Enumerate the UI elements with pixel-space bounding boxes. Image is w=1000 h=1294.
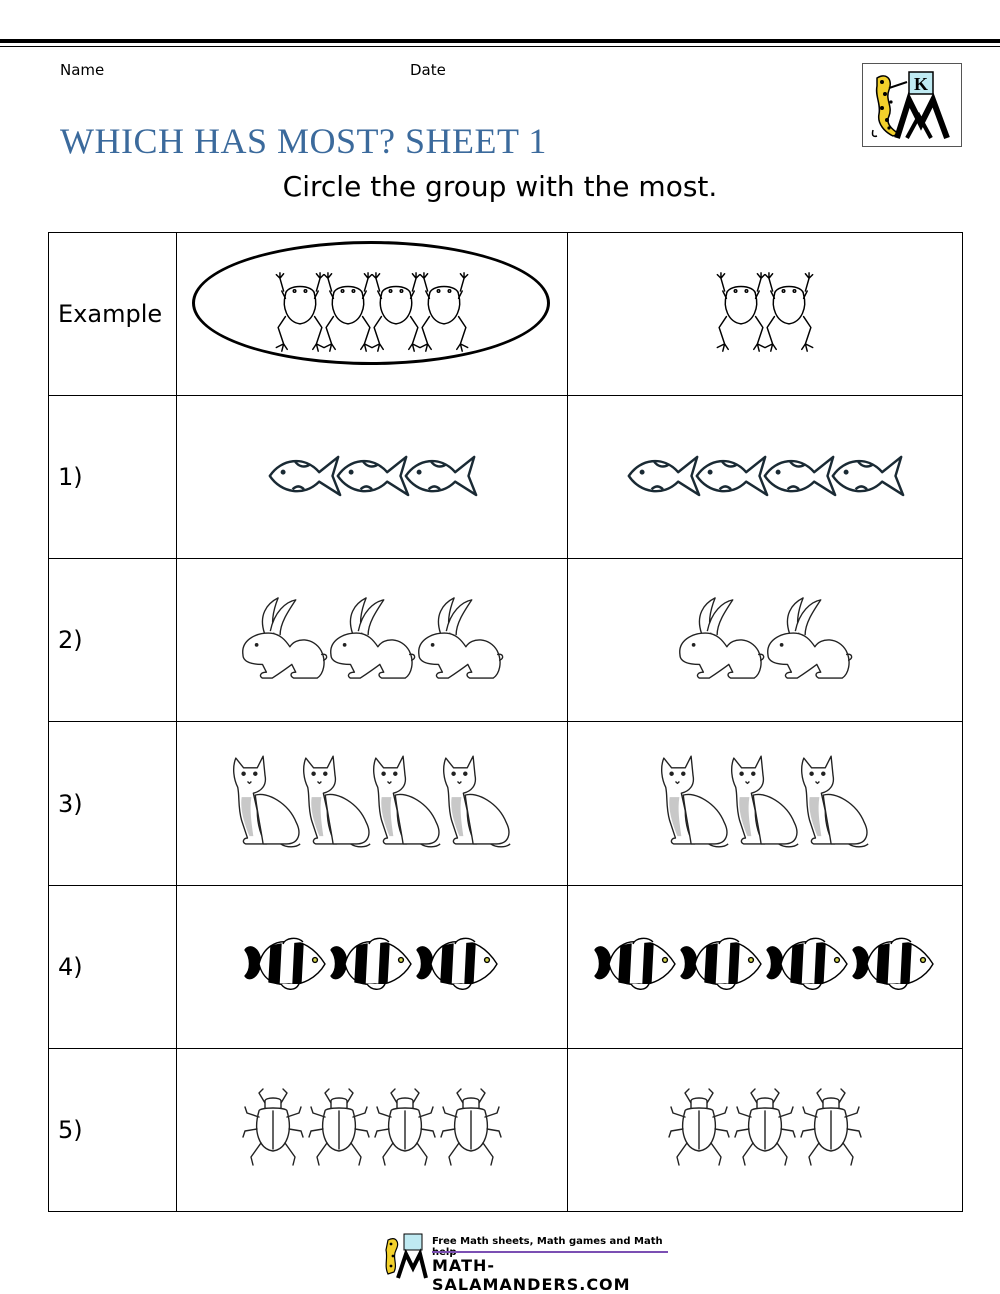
left-group-cell[interactable] [177, 1048, 568, 1211]
footer-site-link[interactable]: MATH-SALAMANDERS.COM [432, 1256, 631, 1294]
instruction-text: Circle the group with the most. [282, 170, 718, 203]
svg-text:K: K [913, 74, 929, 94]
clownfish-icon [326, 936, 418, 992]
beetle-icon [800, 1087, 862, 1167]
cat-icon [438, 752, 516, 850]
left-group-cell[interactable] [177, 396, 568, 559]
answer-circle [192, 241, 550, 365]
clownfish-icon [590, 936, 682, 992]
right-animal-group[interactable] [713, 271, 817, 353]
right-group-cell[interactable] [568, 396, 963, 559]
fish-icon [693, 451, 769, 499]
comparison-table [48, 232, 963, 1212]
footer-divider [432, 1251, 668, 1253]
cat-icon [726, 752, 804, 850]
table-row [49, 722, 963, 885]
footer-tagline: Free Math sheets, Math games and Math [432, 1236, 663, 1247]
rabbit-icon [323, 594, 421, 682]
cat-icon [656, 752, 734, 850]
left-group-cell[interactable] [177, 233, 568, 396]
right-group-cell[interactable] [568, 1048, 963, 1211]
table-row [49, 233, 963, 396]
beetle-icon [242, 1087, 304, 1167]
right-group-cell[interactable] [568, 559, 963, 722]
row-label: Example [49, 233, 177, 396]
frog-icon [761, 271, 817, 353]
table-row [49, 1048, 963, 1211]
fish-icon [334, 451, 410, 499]
left-animal-group[interactable] [235, 594, 509, 682]
fish-icon [761, 451, 837, 499]
right-animal-group[interactable] [672, 594, 858, 682]
name-label: Name [60, 61, 105, 79]
right-animal-group[interactable] [656, 752, 874, 850]
left-animal-group[interactable] [266, 451, 478, 499]
rabbit-icon [411, 594, 509, 682]
beetle-icon [308, 1087, 370, 1167]
beetle-icon [440, 1087, 502, 1167]
footer-brand [380, 1232, 680, 1294]
cat-icon [796, 752, 874, 850]
right-group-cell[interactable] [568, 233, 963, 396]
clownfish-icon [676, 936, 768, 992]
right-animal-group[interactable] [625, 451, 905, 499]
cat-icon [228, 752, 306, 850]
beetle-icon [374, 1087, 436, 1167]
rabbit-icon [760, 594, 858, 682]
salamander-logo [862, 63, 962, 147]
clownfish-icon [848, 936, 940, 992]
fish-icon [625, 451, 701, 499]
fish-icon [266, 451, 342, 499]
row-label: 3) [49, 722, 177, 885]
right-animal-group[interactable] [590, 936, 940, 992]
right-animal-group[interactable] [668, 1087, 862, 1167]
left-group-cell[interactable] [177, 559, 568, 722]
header-rule-thick [0, 39, 1000, 43]
right-group-cell[interactable] [568, 885, 963, 1048]
table-row [49, 396, 963, 559]
left-animal-group[interactable] [228, 752, 516, 850]
left-group-cell[interactable] [177, 885, 568, 1048]
clownfish-icon [762, 936, 854, 992]
cat-icon [298, 752, 376, 850]
header-rule-thin [0, 46, 1000, 47]
left-group-cell[interactable] [177, 722, 568, 885]
cat-icon [368, 752, 446, 850]
left-animal-group[interactable] [242, 1087, 502, 1167]
footer-salamander-icon [380, 1232, 428, 1280]
fish-icon [829, 451, 905, 499]
row-label: 5) [49, 1048, 177, 1211]
salamander-logo-icon [863, 64, 961, 146]
row-label: 4) [49, 885, 177, 1048]
rabbit-icon [235, 594, 333, 682]
date-label: Date [410, 61, 446, 79]
clownfish-icon [240, 936, 332, 992]
table-row [49, 885, 963, 1048]
left-animal-group[interactable] [240, 936, 504, 992]
row-label: 1) [49, 396, 177, 559]
clownfish-icon [412, 936, 504, 992]
row-label: 2) [49, 559, 177, 722]
page-title: WHICH HAS MOST? SHEET 1 [60, 121, 547, 161]
rabbit-icon [672, 594, 770, 682]
beetle-icon [668, 1087, 730, 1167]
right-group-cell[interactable] [568, 722, 963, 885]
beetle-icon [734, 1087, 796, 1167]
fish-icon [402, 451, 478, 499]
table-row [49, 559, 963, 722]
